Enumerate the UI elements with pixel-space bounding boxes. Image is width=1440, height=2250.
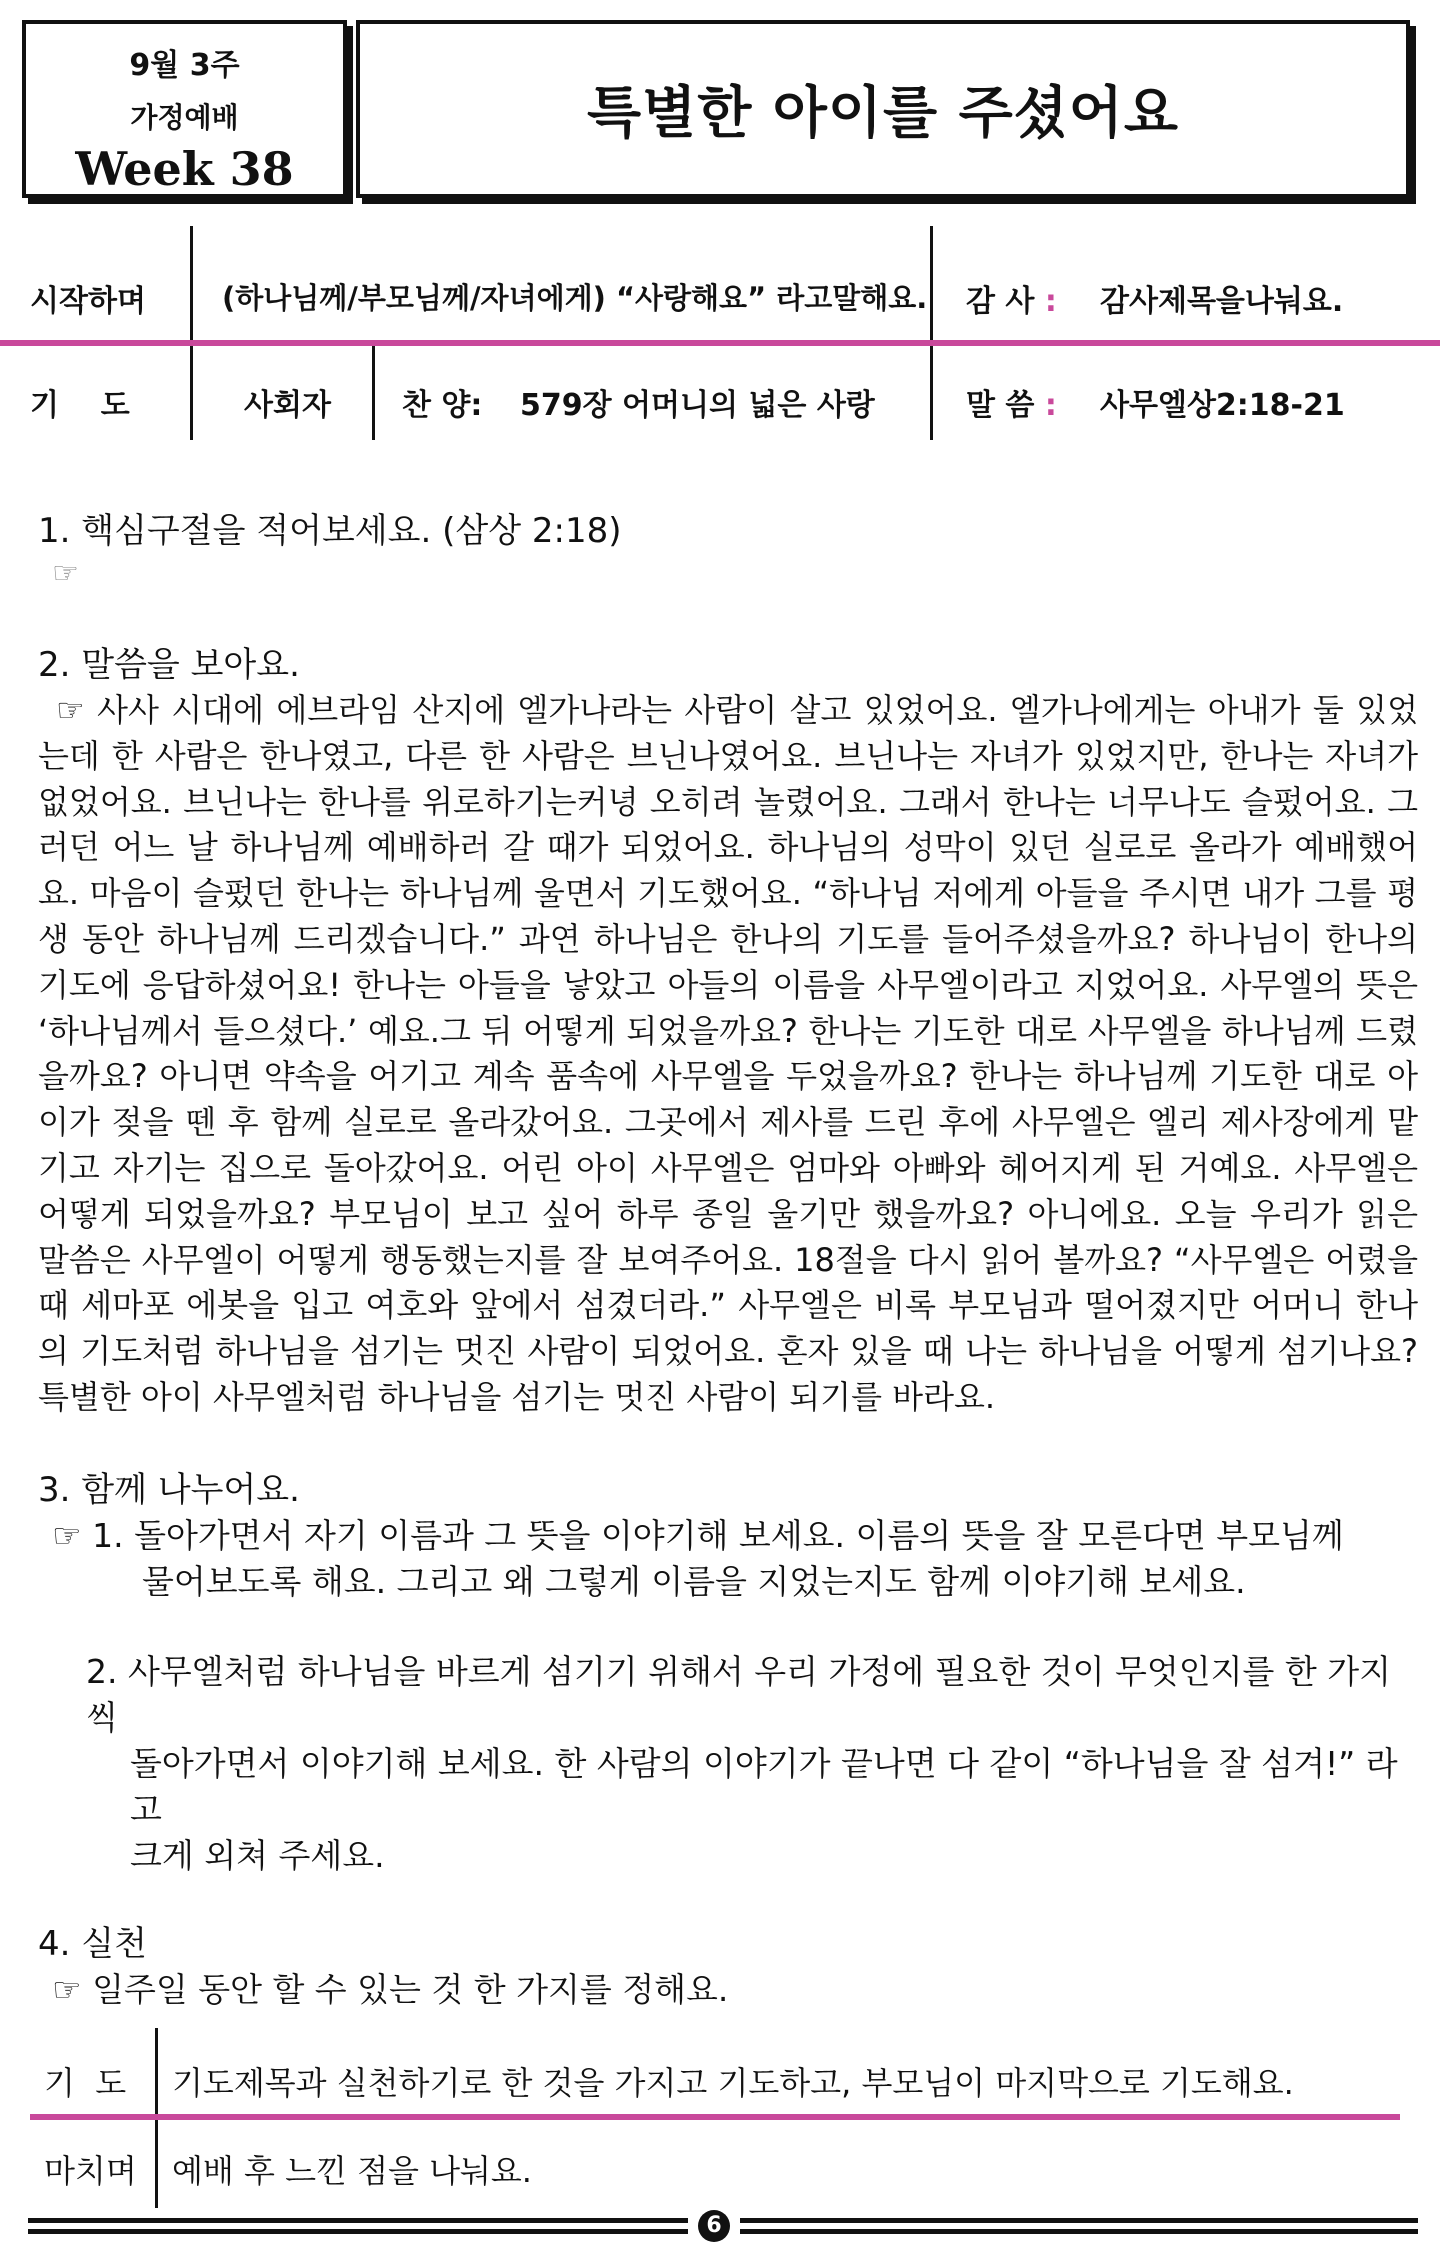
question-1-line2: 물어보도록 해요. 그리고 왜 그렇게 이름을 지었는지도 함께 이야기해 보세요. (142, 1561, 1246, 1601)
thanks-label-group (966, 276, 1057, 320)
week-info-box (22, 20, 347, 198)
hymn-label: 찬 양: (402, 388, 483, 423)
section-3-title: 3. 함께 나누어요. (38, 1469, 300, 1510)
pink-divider (0, 340, 1440, 346)
question-1-line1: 돌아가면서 자기 이름과 그 뜻을 이야기해 보세요. 이름의 뜻을 잘 모른다면 부모님께 (134, 1515, 1344, 1555)
thanks-colon: : (1044, 284, 1057, 319)
question-2-number: 2. (86, 1651, 118, 1691)
footer-bar-right (740, 2218, 1418, 2223)
footer-bar-right (740, 2229, 1418, 2234)
thanks-label: 감 사 (966, 284, 1035, 319)
worship-label: 가정예배 (130, 101, 239, 134)
question-2-line3: 크게 외쳐 주세요. (130, 1835, 385, 1875)
question-2-line2: 돌아가면서 이야기해 보세요. 한 사람의 이야기가 끝나면 다 같이 “하나님을 잘 섬겨!” 라고 (130, 1743, 1398, 1829)
closing-end-label: 마치며 (44, 2152, 137, 2190)
question-2 (86, 1649, 1418, 1741)
week-label: 9월 3주 (129, 48, 240, 83)
section-4-title: 4. 실천 (38, 1923, 147, 1964)
closing-table (0, 2028, 1440, 2208)
closing-prayer-text: 기도제목과 실천하기로 한 것을 가지고 기도하고, 부모님이 마지막으로 기도해요. (172, 2064, 1294, 2102)
page-footer (28, 2210, 1418, 2242)
word-colon: : (1044, 388, 1057, 423)
footer-bar-left (28, 2229, 688, 2234)
hymn-text: 579장 어머니의 넓은 사랑 (520, 388, 875, 423)
story-paragraph: ☞ 사사 시대에 에브라임 산지에 엘가나라는 사람이 살고 있었어요. 엘가나에게는 아내가 둘 있었는데 한 사람은 한나였고, 다른 한 사람은 브닌나였어요. 브닌나는 자녀가 있었지만, 한나는 자녀가 없었어요. 브닌나는 한나를 위로하기는커녕 오히려 놀렸어요. 그래서 한나는 너무나도 슬펐어요. 그러던 어느 날 하나님께 예배하러 갈 때가 되었어요. 하나님의 성막이 있던 실로로 올라가 예배했어요. 마음이 슬펐던 한나는 하나님께 울면서 기도했어요. “하나님 저에게 아들을 주시면 내가 그를 평생 동안 하나님께 드리겠습니다.” 과연 하나님은 한나의 기도를 들어주셨을까요? 하나님이 한나의 기도에 응답하셨어요! 한나는 아들을 낳았고 아들의 이름을 사무엘이라고 지었어요. 사무엘의 뜻은 ‘하나님께서 들으셨다.’ 예요.그 뒤 어떻게 되었을까요? 한나는 기도한 대로 사무엘을 하나님께 드렸을까요? 아니면 약속을 어기고 계속 품속에 사무엘을 두었을까요? 한나는 하나님께 기도한 대로 아이가 젖을 뗀 후 함께 실로로 올라갔어요. 그곳에서 제사를 드린 후에 사무엘은 엘리 제사장에게 맡기고 자기는 집으로 돌아갔어요. 어린 아이 사무엘은 엄마와 아빠와 헤어지게 된 거예요. 사무엘은 어떻게 되었을까요? 부모님이 보고 싶어 하루 종일 울기만 했을까요? 아니에요. 오늘 우리가 읽은 말씀은 사무엘이 어떻게 행동했는지를 잘 보여주어요. 18절을 다시 읽어 볼까요? “사무엘은 어렸을 때 세마포 에봇을 입고 여호와 앞에서 섬겼더라.” 사무엘은 비록 부모님과 떨어졌지만 어머니 한나의 기도처럼 하나님을 섬기는 멋진 사람이 되었어요. 혼자 있을 때 나는 하나님을 어떻게 섬기나요? 특별한 아이 사무엘처럼 하나님을 섬기는 멋진 사람이 되기를 바라요. (38, 691, 1418, 1416)
divider (372, 340, 375, 440)
divider (190, 226, 193, 440)
word-label-group (966, 380, 1057, 424)
host-label: 사회자 (244, 388, 331, 423)
question-1-number: ☞ 1. (52, 1515, 124, 1555)
pink-divider (30, 2114, 1400, 2120)
worship-order-table (0, 226, 1440, 440)
question-1 (52, 1513, 1418, 1559)
closing-end-text: 예배 후 느낀 점을 나눠요. (172, 2152, 532, 2190)
question-2-line1: 사무엘처럼 하나님을 바르게 섬기기 위해서 우리 가정에 필요한 것이 무엇인지를 한 가지씩 (86, 1651, 1391, 1737)
word-label: 말 씀 (966, 388, 1035, 423)
page-title: 특별한 아이를 주셨어요 (587, 81, 1179, 146)
word-text: 사무엘상2:18-21 (1100, 388, 1345, 423)
practice-text: ☞ 일주일 동안 할 수 있는 것 한 가지를 정해요. (52, 1969, 729, 2009)
footer-bar-left (28, 2218, 688, 2223)
title-box (356, 20, 1410, 198)
section-1-title: 1. 핵심구절을 적어보세요. (삼상 2:18) (38, 511, 622, 551)
section-2-title: 2. 말씀을 보아요. (38, 645, 300, 685)
prayer-label: 기 도 (30, 388, 130, 423)
thanks-text: 감사제목을나눠요. (1100, 284, 1344, 319)
week-number: Week 38 (75, 142, 294, 196)
pointing-hand-icon: ☞ (52, 556, 79, 591)
closing-prayer-label: 기 도 (44, 2064, 127, 2102)
start-text: (하나님께/부모님께/자녀에게) “사랑해요” 라고말해요. (222, 281, 928, 315)
start-label: 시작하며 (30, 284, 146, 319)
lesson-content (38, 508, 1418, 2013)
page-number: 6 (698, 2210, 730, 2242)
divider (930, 226, 933, 440)
